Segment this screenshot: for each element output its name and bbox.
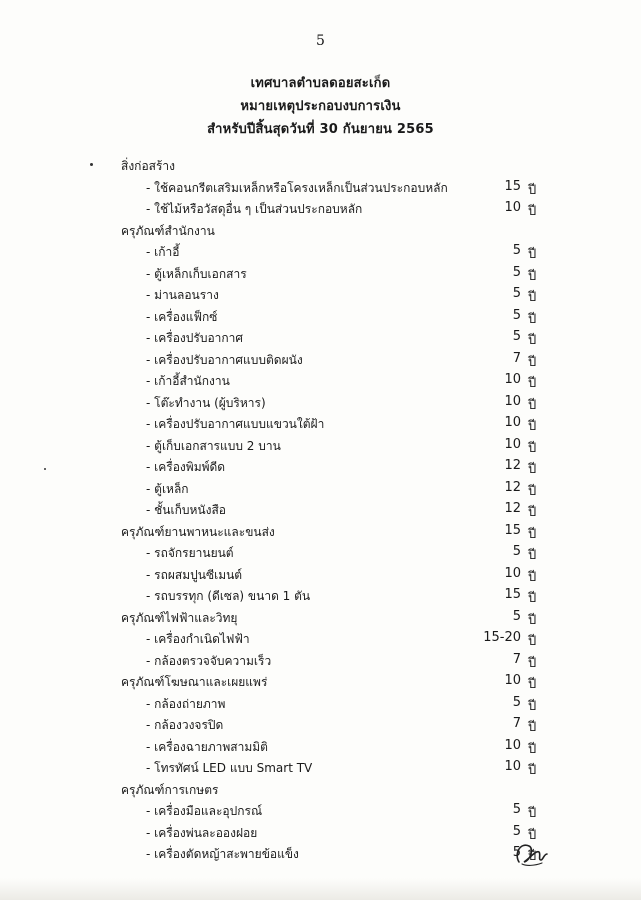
category-label: ครุภัณฑ์ไฟฟ้าและวิทยุ	[121, 610, 238, 625]
category-row	[0, 606, 641, 628]
useful-life-unit: ปี	[528, 182, 537, 198]
asset-label: - เครื่องมือและอุปกรณ์	[146, 804, 263, 818]
useful-life-unit: ปี	[528, 419, 537, 434]
useful-life-years: 5	[512, 544, 521, 559]
asset-row	[0, 455, 641, 477]
asset-label: - เก้าอี้	[146, 245, 180, 259]
asset-label: - เครื่องปรับอากาศแบบแขวนใต้ฝ้า	[146, 417, 325, 431]
asset-row	[0, 477, 641, 499]
category-row	[0, 670, 641, 692]
asset-label: - ตู้เหล็ก	[146, 481, 189, 496]
useful-life-years: 10	[504, 372, 521, 387]
useful-life-years: 5	[512, 307, 521, 323]
useful-life-years: 7	[512, 716, 521, 731]
useful-life-unit: ปี	[528, 827, 537, 843]
category-label: ครุภัณฑ์โฆษณาและเผยแพร่	[121, 675, 268, 689]
asset-row	[0, 348, 641, 370]
category-label: สิ่งก่อสร้าง	[121, 159, 176, 173]
useful-life-years: 15	[504, 522, 521, 538]
page-number: 5	[316, 33, 325, 49]
document-title-notes: หมายเหตุประกอบงบการเงิน	[240, 99, 401, 114]
asset-label: - เครื่องแฟ็กซ์	[146, 309, 218, 324]
asset-label: - เครื่องกำเนิดไฟฟ้า	[146, 632, 250, 646]
useful-life-years: 15	[504, 178, 521, 194]
asset-row	[0, 584, 641, 606]
useful-life-years: 5	[512, 243, 521, 258]
category-label: ครุภัณฑ์สำนักงาน	[121, 223, 215, 238]
useful-life-unit: ปี	[528, 311, 537, 327]
useful-life-years: 5	[512, 608, 521, 624]
useful-life-years: 12	[504, 501, 521, 516]
useful-life-unit: ปี	[528, 462, 537, 477]
category-row	[0, 219, 641, 241]
useful-life-unit: ปี	[528, 741, 537, 757]
useful-life-years: 12	[504, 458, 521, 473]
document-title-municipality: เทศบาลตำบลดอยสะเก็ด	[250, 76, 391, 91]
asset-row	[0, 498, 641, 520]
asset-label: - ม่านลอนราง	[146, 288, 219, 302]
asset-label: - เครื่องพ่นละอองฝอย	[146, 825, 258, 840]
useful-life-unit: ปี	[528, 720, 537, 735]
useful-life-unit: ปี	[528, 376, 537, 391]
useful-life-years: 5	[512, 802, 521, 817]
signature-mark	[512, 836, 552, 870]
useful-life-unit: ปี	[528, 290, 537, 305]
asset-label: - กล้องวงจรปิด	[146, 718, 224, 732]
asset-row	[0, 735, 641, 757]
useful-life-years: 10	[504, 737, 521, 753]
asset-row	[0, 799, 641, 821]
asset-row	[0, 305, 641, 327]
useful-life-years: 5	[512, 329, 521, 344]
useful-life-years: 5	[512, 286, 521, 301]
asset-row	[0, 240, 641, 262]
useful-life-years: 5	[512, 823, 521, 839]
asset-row	[0, 713, 641, 735]
asset-row	[0, 262, 641, 284]
asset-label: - ตู้เหล็กเก็บเอกสาร	[146, 266, 247, 281]
asset-row	[0, 627, 641, 649]
asset-label: - กล้องถ่ายภาพ	[146, 696, 226, 711]
asset-label: - เครื่องปรับอากาศ	[146, 331, 244, 345]
category-label: ครุภัณฑ์ยานพาหนะและขนส่ง	[121, 524, 275, 539]
asset-label: - โทรทัศน์ LED แบบ Smart TV	[146, 761, 313, 775]
asset-label: - เครื่องตัดหญ้าสะพายข้อแข็ง	[146, 847, 299, 861]
category-row	[0, 778, 641, 800]
useful-life-unit: ปี	[528, 548, 537, 563]
useful-life-unit: ปี	[528, 354, 537, 370]
useful-life-years: 7	[512, 350, 521, 366]
useful-life-years: 7	[512, 651, 521, 667]
useful-life-unit: ปี	[528, 247, 537, 262]
useful-life-unit: ปี	[528, 677, 537, 692]
useful-life-unit: ปี	[528, 569, 537, 585]
useful-life-unit: ปี	[528, 505, 537, 520]
useful-life-unit: ปี	[528, 763, 537, 778]
asset-label: - เครื่องฉายภาพสามมิติ	[146, 739, 268, 754]
useful-life-unit: ปี	[528, 698, 537, 714]
useful-life-years: 12	[504, 479, 521, 495]
asset-label: - รถบรรทุก (ดีเซล) ขนาด 1 ตัน	[146, 589, 311, 603]
asset-label: - รถผสมปูนซีเมนต์	[146, 567, 243, 582]
asset-row	[0, 649, 641, 671]
scan-bottom-edge	[0, 878, 641, 900]
useful-life-years: 10	[504, 393, 521, 409]
category-row	[0, 154, 641, 176]
useful-life-years: 10	[504, 200, 521, 215]
asset-row	[0, 412, 641, 434]
useful-life-unit: ปี	[528, 268, 537, 284]
asset-row	[0, 369, 641, 391]
asset-label: - ใช้คอนกรีตเสริมเหล็กหรือโครงเหล็กเป็นส่วนประกอบหลัก	[146, 180, 448, 195]
useful-life-unit: ปี	[528, 634, 537, 649]
useful-life-years: 5	[512, 264, 521, 280]
asset-row	[0, 434, 641, 456]
document-title-period: สำหรับปีสิ้นสุดวันที่ 30 กันยายน 2565	[207, 122, 434, 137]
useful-life-years: 10	[504, 415, 521, 430]
useful-life-years: 15	[504, 587, 521, 602]
useful-life-unit: ปี	[528, 806, 537, 821]
asset-label: - เครื่องพิมพ์ดีด	[146, 460, 226, 474]
category-label: ครุภัณฑ์การเกษตร	[121, 782, 219, 797]
asset-row	[0, 756, 641, 778]
useful-life-unit: ปี	[528, 849, 537, 864]
useful-life-unit: ปี	[528, 483, 537, 499]
asset-row	[0, 391, 641, 413]
useful-life-unit: ปี	[528, 440, 537, 456]
asset-label: - เครื่องปรับอากาศแบบติดผนัง	[146, 352, 303, 367]
asset-row	[0, 541, 641, 563]
useful-life-years: 10	[504, 759, 521, 774]
useful-life-years: 15-20	[483, 630, 521, 645]
useful-life-unit: ปี	[528, 204, 537, 219]
asset-label: - เก้าอี้สำนักงาน	[146, 374, 230, 388]
useful-life-years: 10	[504, 436, 521, 452]
useful-life-years: 5	[512, 845, 521, 860]
asset-row	[0, 176, 641, 198]
asset-label: - รถจักรยานยนต์	[146, 546, 234, 560]
useful-life-years: 10	[504, 673, 521, 688]
asset-label: - โต๊ะทำงาน (ผู้บริหาร)	[146, 395, 266, 410]
useful-life-unit: ปี	[528, 397, 537, 413]
category-row	[0, 520, 641, 542]
useful-life-unit: ปี	[528, 526, 537, 542]
asset-row	[0, 283, 641, 305]
asset-label: - ใช้ไม้หรือวัสดุอื่น ๆ เป็นส่วนประกอบหลัก	[146, 202, 363, 216]
asset-label: - กล้องตรวจจับความเร็ว	[146, 653, 272, 668]
useful-life-unit: ปี	[528, 591, 537, 606]
useful-life-unit: ปี	[528, 655, 537, 671]
asset-label: - ตู้เก็บเอกสารแบบ 2 บาน	[146, 438, 281, 453]
useful-life-unit: ปี	[528, 612, 537, 628]
asset-row	[0, 197, 641, 219]
useful-life-list	[0, 154, 641, 864]
asset-row	[0, 326, 641, 348]
asset-row	[0, 692, 641, 714]
asset-row	[0, 563, 641, 585]
useful-life-unit: ปี	[528, 333, 537, 348]
useful-life-years: 10	[504, 565, 521, 581]
useful-life-years: 5	[512, 694, 521, 710]
asset-label: - ชั้นเก็บหนังสือ	[146, 503, 226, 517]
